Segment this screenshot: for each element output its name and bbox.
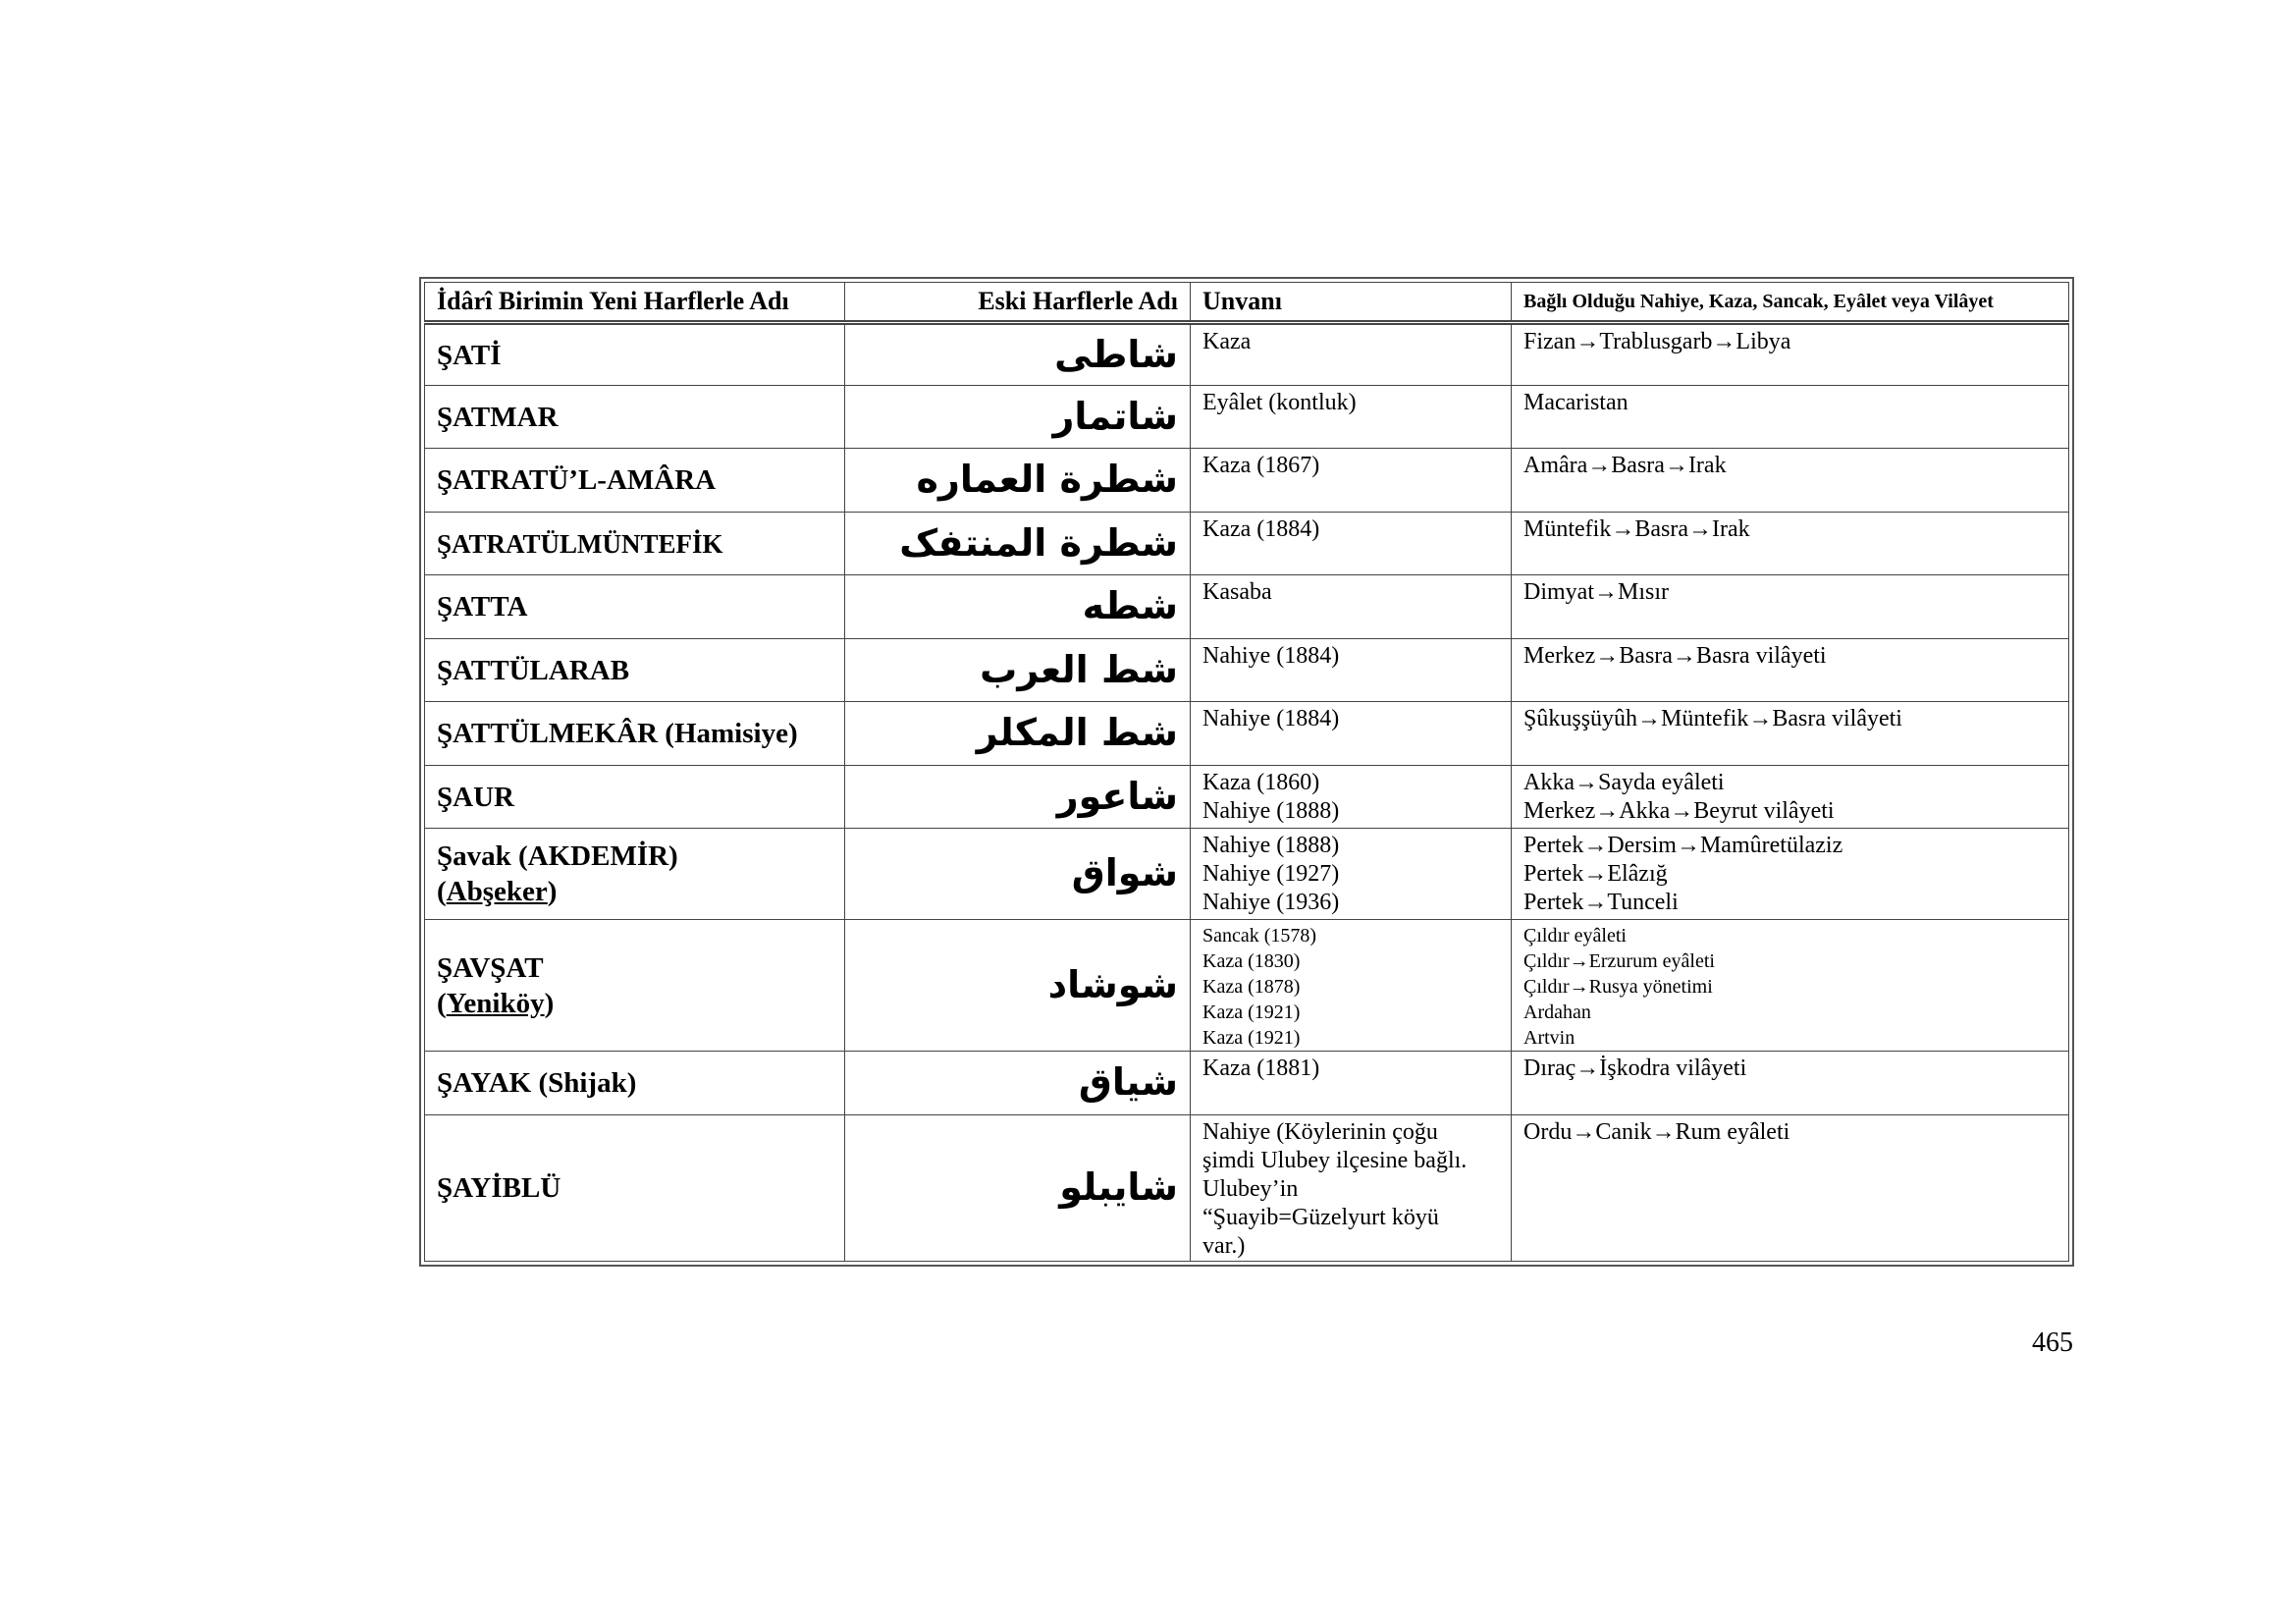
unit-affiliation-line: Şûkuşşüyûh→Müntefik→Basra vilâyeti bbox=[1523, 706, 1902, 731]
unit-new-name-line: ŞATTA bbox=[437, 591, 528, 623]
unit-title bbox=[1191, 829, 1512, 920]
table-row bbox=[425, 702, 2069, 766]
unit-affiliation-line: Çıldır→Erzurum eyâleti bbox=[1523, 950, 1715, 972]
unit-new-name bbox=[425, 1115, 845, 1262]
unit-title-line: Sancak (1578) bbox=[1202, 925, 1317, 947]
table-row bbox=[425, 386, 2069, 449]
unit-new-name bbox=[425, 766, 845, 829]
unit-old-script-name: شايبلو bbox=[845, 1115, 1191, 1262]
unit-old-script-name: شواق bbox=[845, 829, 1191, 920]
unit-title-line: şimdi Ulubey ilçesine bağlı. bbox=[1202, 1148, 1468, 1173]
unit-title-line: Nahiye (1927) bbox=[1202, 861, 1340, 887]
unit-title-line: Nahiye (1884) bbox=[1202, 643, 1340, 669]
unit-old-script-name: شاطى bbox=[845, 323, 1191, 386]
unit-new-name bbox=[425, 702, 845, 766]
unit-affiliation-line: Pertek→Dersim→Mamûretülaziz bbox=[1523, 833, 1843, 858]
unit-old-script-name: شطه bbox=[845, 575, 1191, 639]
unit-title-line: “Şuayib=Güzelyurt köyü bbox=[1202, 1205, 1439, 1230]
unit-title-line: Kaza (1878) bbox=[1202, 976, 1301, 998]
table-row bbox=[425, 1052, 2069, 1115]
unit-title bbox=[1191, 639, 1512, 702]
table-row bbox=[425, 513, 2069, 575]
unit-title bbox=[1191, 386, 1512, 449]
unit-title-line: Nahiye (1884) bbox=[1202, 706, 1340, 731]
unit-title-line: Nahiye (Köylerinin çoğu bbox=[1202, 1119, 1438, 1145]
unit-affiliation-line: Fizan→Trablusgarb→Libya bbox=[1523, 329, 1791, 354]
unit-title-line: Ulubey’in bbox=[1202, 1176, 1299, 1202]
unit-title-line: Kaza (1867) bbox=[1202, 453, 1320, 478]
unit-affiliation-line: Çıldır eyâleti bbox=[1523, 925, 1627, 947]
unit-new-name bbox=[425, 323, 845, 386]
table-row bbox=[425, 1115, 2069, 1262]
header-new-name: İdârî Birimin Yeni Harflerle Adı bbox=[425, 283, 845, 323]
header-affiliation: Bağlı Olduğu Nahiye, Kaza, Sancak, Eyâlet veya Vilâyet bbox=[1512, 283, 2069, 323]
unit-affiliation-line: Ardahan bbox=[1523, 1001, 1591, 1023]
unit-title bbox=[1191, 575, 1512, 639]
unit-affiliation bbox=[1512, 386, 2069, 449]
unit-new-name-line: Şavak (AKDEMİR) bbox=[437, 840, 678, 872]
unit-new-name-line: ŞATTÜLARAB bbox=[437, 654, 630, 686]
unit-title bbox=[1191, 1115, 1512, 1262]
unit-old-script-name: شوشاد bbox=[845, 920, 1191, 1052]
unit-title-line: Kaza bbox=[1202, 329, 1252, 354]
administrative-units-table-frame bbox=[419, 277, 2074, 1267]
table-row bbox=[425, 920, 2069, 1052]
unit-new-name-line: (Yeniköy) bbox=[437, 987, 555, 1019]
unit-affiliation bbox=[1512, 639, 2069, 702]
unit-new-name-line: ŞATTÜLMEKÂR (Hamisiye) bbox=[437, 718, 798, 749]
unit-affiliation bbox=[1512, 829, 2069, 920]
unit-new-name bbox=[425, 920, 845, 1052]
table-row bbox=[425, 323, 2069, 386]
unit-affiliation bbox=[1512, 1052, 2069, 1115]
unit-old-script-name: شطرة المنتفک bbox=[845, 513, 1191, 575]
page-number: 465 bbox=[2032, 1327, 2073, 1358]
unit-new-name-line: ŞAVŞAT bbox=[437, 951, 544, 984]
unit-new-name bbox=[425, 1052, 845, 1115]
unit-new-name-line: ŞATİ bbox=[437, 339, 502, 371]
unit-new-name bbox=[425, 449, 845, 513]
table-row bbox=[425, 766, 2069, 829]
unit-new-name-line: ŞAUR bbox=[437, 781, 514, 813]
unit-affiliation-line: Pertek→Tunceli bbox=[1523, 890, 1679, 915]
unit-title-line: Eyâlet (kontluk) bbox=[1202, 390, 1357, 415]
unit-affiliation bbox=[1512, 702, 2069, 766]
unit-affiliation-line: Merkez→Akka→Beyrut vilâyeti bbox=[1523, 798, 1835, 824]
unit-title-line: Kaza (1881) bbox=[1202, 1056, 1320, 1081]
unit-new-name-line: (Abşeker) bbox=[437, 876, 558, 907]
table-row bbox=[425, 829, 2069, 920]
unit-affiliation bbox=[1512, 920, 2069, 1052]
unit-title bbox=[1191, 1052, 1512, 1115]
unit-new-name bbox=[425, 386, 845, 449]
unit-affiliation-line: Dimyat→Mısır bbox=[1523, 579, 1669, 605]
unit-new-name bbox=[425, 829, 845, 920]
unit-affiliation bbox=[1512, 323, 2069, 386]
unit-old-script-name: شياق bbox=[845, 1052, 1191, 1115]
unit-title bbox=[1191, 323, 1512, 386]
unit-title-line: Kaza (1860) bbox=[1202, 770, 1320, 795]
unit-affiliation-line: Merkez→Basra→Basra vilâyeti bbox=[1523, 643, 1827, 669]
unit-old-script-name: شطرة العماره bbox=[845, 449, 1191, 513]
unit-new-name-line: ŞATMAR bbox=[437, 401, 559, 433]
unit-new-name bbox=[425, 513, 845, 575]
unit-affiliation bbox=[1512, 766, 2069, 829]
unit-affiliation-line: Amâra→Basra→Irak bbox=[1523, 453, 1727, 478]
unit-affiliation-line: Artvin bbox=[1523, 1027, 1575, 1049]
unit-title-line: Kaza (1884) bbox=[1202, 516, 1320, 542]
unit-affiliation-line: Macaristan bbox=[1523, 390, 1629, 415]
table-row bbox=[425, 639, 2069, 702]
administrative-units-table bbox=[424, 282, 2069, 1262]
unit-title-line: Nahiye (1888) bbox=[1202, 833, 1340, 858]
table-row bbox=[425, 449, 2069, 513]
unit-old-script-name: شاعور bbox=[845, 766, 1191, 829]
unit-affiliation-line: Pertek→Elâzığ bbox=[1523, 861, 1668, 887]
unit-affiliation bbox=[1512, 1115, 2069, 1262]
unit-new-name-line: ŞAYİBLÜ bbox=[437, 1172, 561, 1204]
unit-title-line: Kaza (1830) bbox=[1202, 950, 1301, 972]
unit-new-name-line: ŞATRATÜ’L-AMÂRA bbox=[437, 464, 717, 496]
unit-affiliation bbox=[1512, 575, 2069, 639]
unit-title bbox=[1191, 702, 1512, 766]
unit-new-name bbox=[425, 639, 845, 702]
header-row bbox=[425, 283, 2069, 323]
unit-title-line: Kaza (1921) bbox=[1202, 1001, 1301, 1023]
unit-affiliation-line: Akka→Sayda eyâleti bbox=[1523, 770, 1725, 795]
unit-old-script-name: شط المكلر bbox=[845, 702, 1191, 766]
unit-new-name-line: ŞAYAK (Shijak) bbox=[437, 1067, 637, 1099]
unit-affiliation bbox=[1512, 449, 2069, 513]
unit-title-line: Nahiye (1888) bbox=[1202, 798, 1340, 824]
unit-affiliation-line: Dıraç→İşkodra vilâyeti bbox=[1523, 1056, 1747, 1081]
unit-old-script-name: شاتمار bbox=[845, 386, 1191, 449]
table-row bbox=[425, 575, 2069, 639]
unit-title bbox=[1191, 513, 1512, 575]
unit-old-script-name: شط العرب bbox=[845, 639, 1191, 702]
unit-affiliation-line: Çıldır→Rusya yönetimi bbox=[1523, 976, 1713, 998]
header-title: Unvanı bbox=[1191, 283, 1512, 323]
unit-new-name-line: ŞATRATÜLMÜNTEFİK bbox=[437, 528, 723, 559]
unit-affiliation-line: Ordu→Canik→Rum eyâleti bbox=[1523, 1119, 1790, 1145]
unit-new-name bbox=[425, 575, 845, 639]
unit-title bbox=[1191, 449, 1512, 513]
unit-title bbox=[1191, 920, 1512, 1052]
unit-title-line: Kasaba bbox=[1202, 579, 1272, 605]
unit-title bbox=[1191, 766, 1512, 829]
unit-title-line: var.) bbox=[1202, 1233, 1246, 1259]
unit-affiliation bbox=[1512, 513, 2069, 575]
header-old-name: Eski Harflerle Adı bbox=[845, 283, 1191, 323]
unit-title-line: Kaza (1921) bbox=[1202, 1027, 1301, 1049]
unit-affiliation-line: Müntefik→Basra→Irak bbox=[1523, 516, 1750, 542]
unit-title-line: Nahiye (1936) bbox=[1202, 890, 1340, 915]
